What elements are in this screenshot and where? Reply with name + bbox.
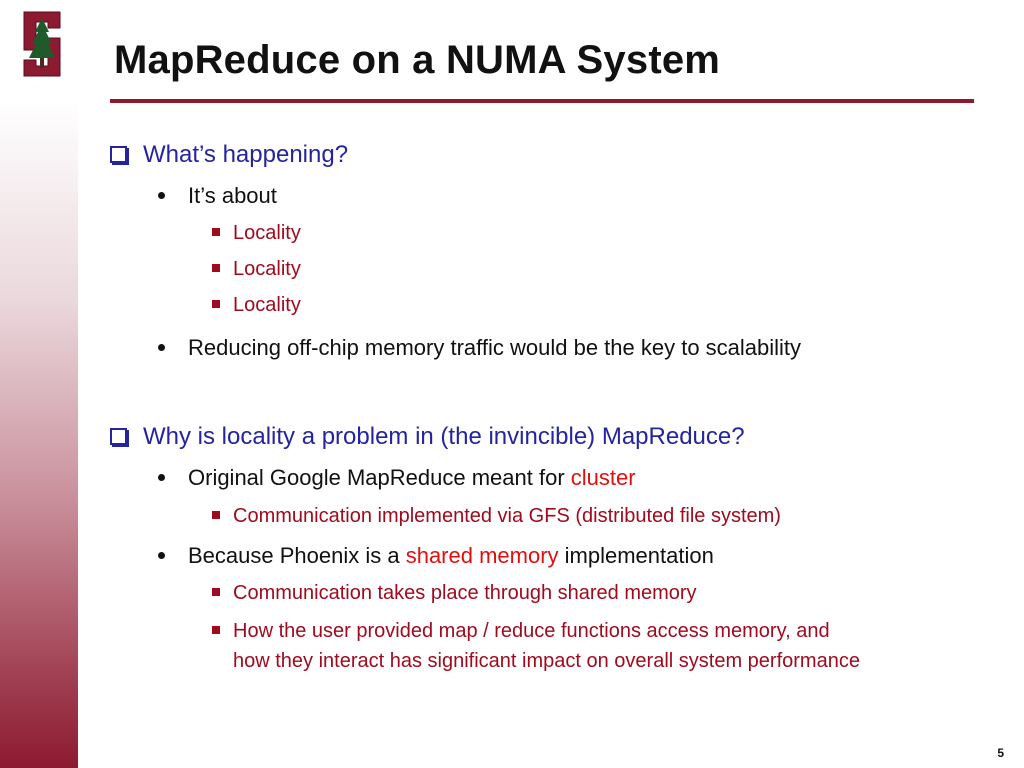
sidebar-gradient <box>0 100 78 768</box>
square-bullet-icon <box>212 264 220 272</box>
question-2: Why is locality a problem in (the invincible) MapReduce? <box>143 423 745 450</box>
bullet-its-about: It’s about <box>188 183 277 208</box>
square-bullet-icon <box>212 588 220 596</box>
bullet-dot-icon <box>158 474 165 481</box>
sub-bullet-locality-1: Locality <box>233 222 301 244</box>
bullet-text: Original Google MapReduce meant for <box>188 465 571 490</box>
highlight-cluster: cluster <box>570 465 636 490</box>
bullet-phoenix <box>188 543 714 569</box>
sub-bullet-shared-memory: Communication takes place through shared memory <box>233 582 697 604</box>
square-bullet-icon <box>212 626 220 634</box>
bullet-dot-icon <box>158 192 165 199</box>
square-bullet-icon <box>212 511 220 519</box>
sub-bullet-user-functions-line2: how they interact has significant impact on overall system performance <box>233 650 860 672</box>
bullet-original-google <box>188 465 636 491</box>
stanford-tree-logo <box>18 8 66 80</box>
page-number: 5 <box>997 746 1004 760</box>
question-1: What’s happening? <box>143 141 349 168</box>
sub-bullet-locality-3: Locality <box>233 294 301 316</box>
square-bullet-icon <box>212 300 220 308</box>
sub-bullet-user-functions-line1: How the user provided map / reduce functions access memory, and <box>233 620 830 642</box>
bullet-dot-icon <box>158 344 165 351</box>
slide-title: MapReduce on a NUMA System <box>114 38 721 82</box>
bullet-text-suffix: implementation <box>558 543 714 568</box>
bullet-reducing-traffic: Reducing off-chip memory traffic would be the key to scalability <box>188 335 802 360</box>
title-rule <box>110 99 974 103</box>
bullet-dot-icon <box>158 552 165 559</box>
checkbox-bullet-icon <box>110 146 127 163</box>
highlight-shared-memory: shared memory <box>405 543 559 568</box>
bullet-text: Because Phoenix is a <box>188 543 406 568</box>
sub-bullet-gfs: Communication implemented via GFS (distributed file system) <box>233 505 781 527</box>
sub-bullet-locality-2: Locality <box>233 258 301 280</box>
checkbox-bullet-icon <box>110 428 127 445</box>
square-bullet-icon <box>212 228 220 236</box>
